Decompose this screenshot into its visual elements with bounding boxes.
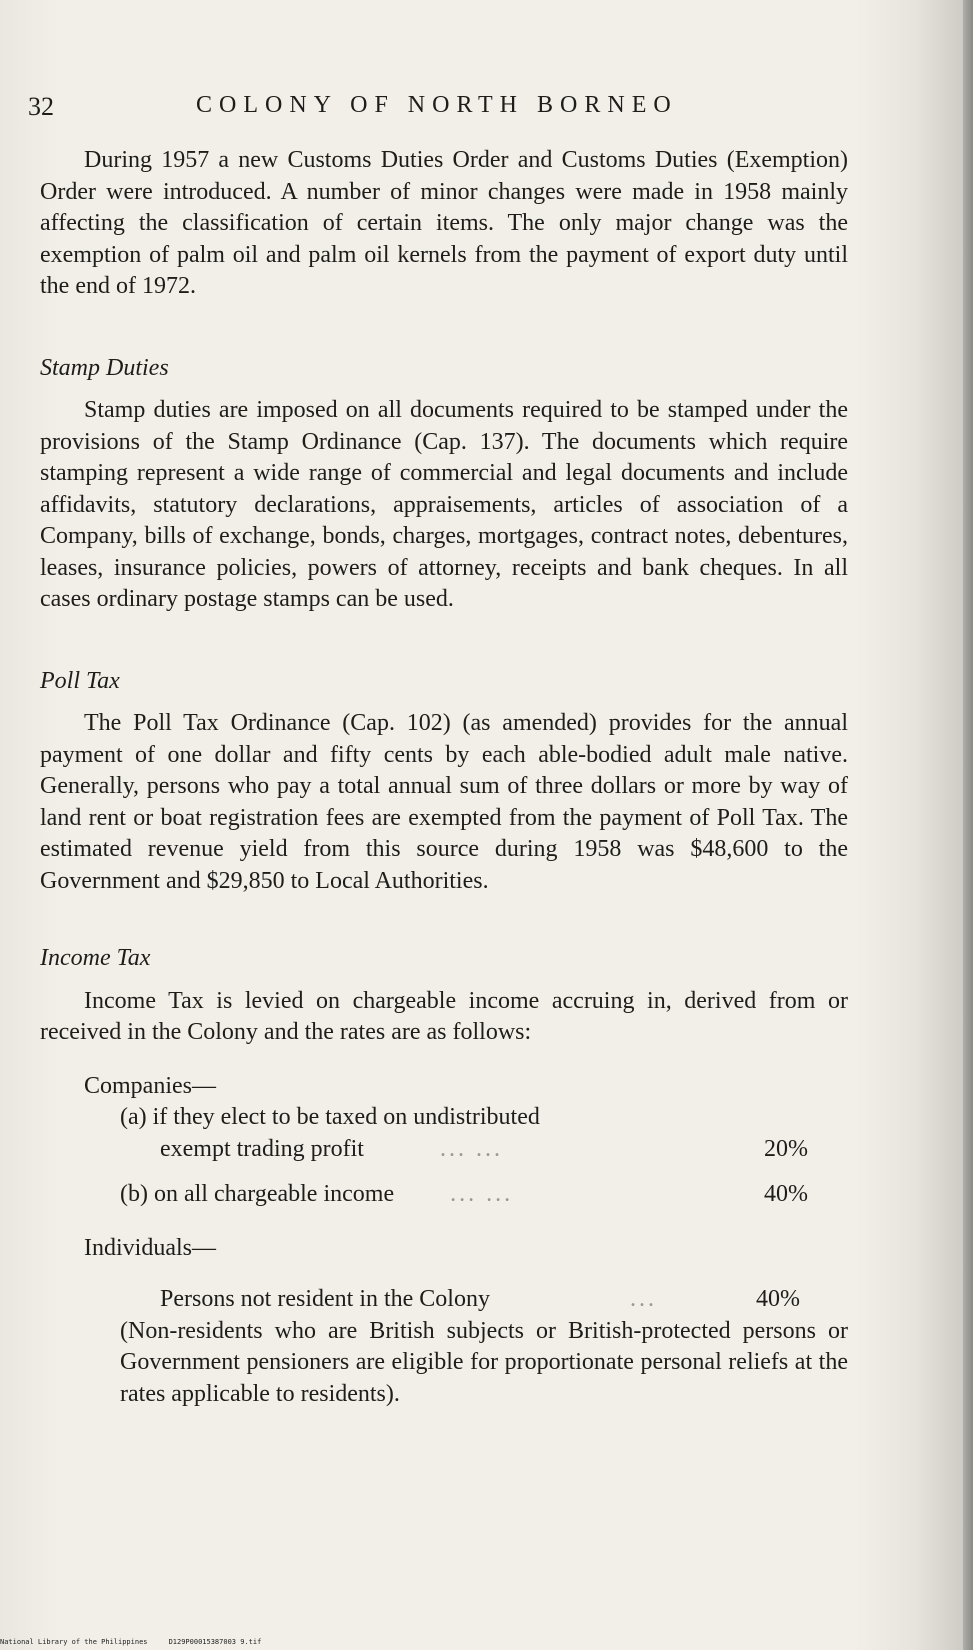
company-rate-item [120,1102,808,1165]
leader-dots: ... ... [439,1135,503,1162]
individual-rate-item [160,1284,800,1316]
company-rate-text-continued: exempt trading profit [160,1135,364,1162]
individual-rate-value: 40% [756,1286,800,1312]
scan-source-note: National Library of the Philippines D129P00015387003 9.tif [0,1638,262,1646]
income-tax-heading: Income Tax [40,945,151,971]
non-resident-note: (Non-residents who are British subjects or British-protected persons or Government pensioners are eligible for proportionate personal reliefs at the rates applicable to residents). [120,1317,848,1407]
poll-tax-paragraph: The Poll Tax Ordinance (Cap. 102) (as amended) provides for the annual payment of one dollar and fifty cents by each able-bodied adult male native. Generally, persons who pay a total annual sum of three dollars or more by way of land rent or boat registration fees are exempted from the payment of Poll Tax. The estimated revenue yield from this source during 1958 was $48,600 to the Government and $29,850 to Local Authorities. [40,710,848,894]
company-rate-value: 20% [764,1135,808,1162]
companies-label: Companies— [84,1072,216,1099]
page-body [40,145,848,1410]
individuals-label: Individuals— [84,1234,216,1261]
company-rate-text: (b) on all chargeable income [120,1181,395,1207]
company-rate-value: 40% [764,1181,808,1207]
individual-rate-text: Persons not resident in the Colony [160,1286,490,1312]
page-number: 32 [28,92,54,121]
stamp-duties-heading: Stamp Duties [40,354,169,381]
company-rate-item [120,1179,808,1211]
leader-dots: ... [630,1286,657,1312]
leader-dots: ... ... [450,1181,514,1207]
book-spine-shadow [963,0,973,1650]
company-rate-text: (a) if they elect to be taxed on undistributed [120,1104,540,1130]
income-tax-paragraph: Income Tax is levied on chargeable income accruing in, derived from or received in the Colony and the rates are as follows: [40,987,848,1045]
stamp-duties-paragraph: Stamp duties are imposed on all documents required to be stamped under the provisions of the Stamp Ordinance (Cap. 137). The documents which require stamping represent a wide range of commercial and legal documents and include affidavits, statutory declarations, appraisements, articles of association of a Company, bills of exchange, bonds, charges, mortgages, contract notes, debentures, leases, insurance policies, powers of attorney, receipts and bank cheques. In all cases ordinary postage stamps can be used. [40,397,848,612]
page-header [28,88,908,128]
poll-tax-heading: Poll Tax [40,667,120,694]
running-head: COLONY OF NORTH BORNEO [196,92,678,118]
customs-duties-paragraph: During 1957 a new Customs Duties Order and Customs Duties (Exemption) Order were introduced. A number of minor changes were made in 1958 mainly affecting the classification of certain items. The only major change was the exemption of palm oil and palm oil kernels from the payment of export duty until the end of 1972. [40,147,848,299]
